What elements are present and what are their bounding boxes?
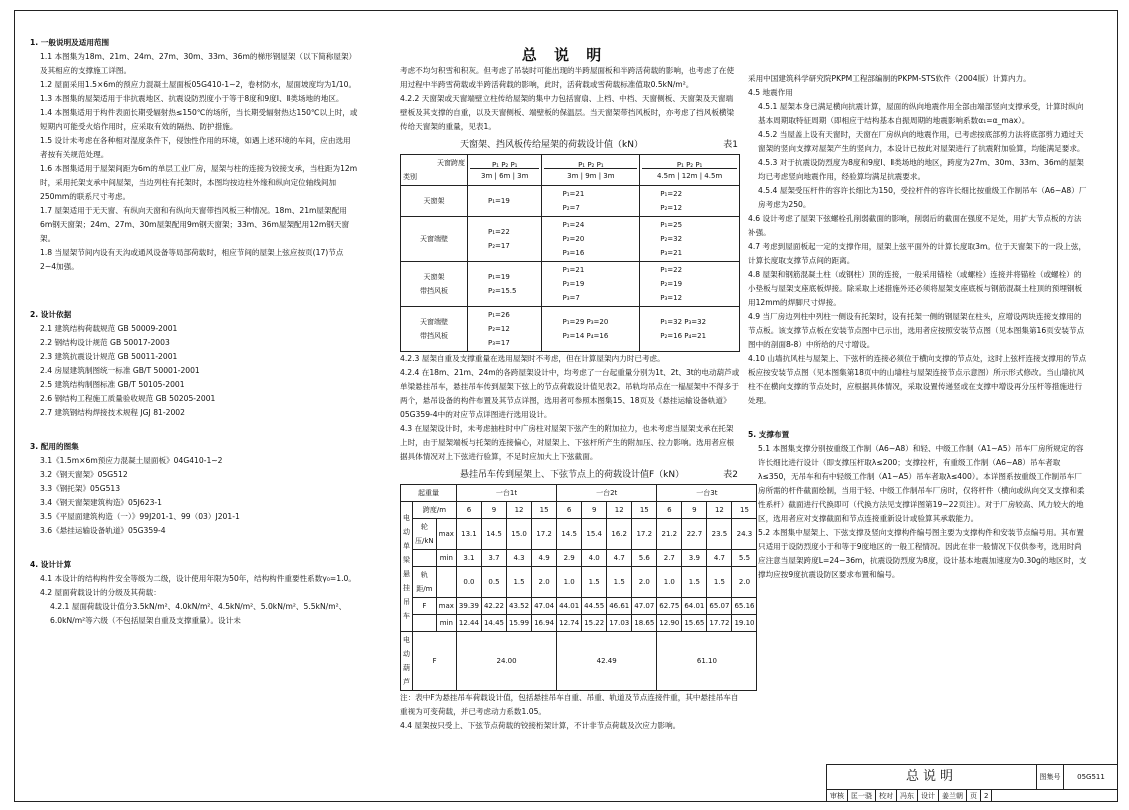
col1-paragraph: 2. 设计依据 (30, 310, 72, 319)
table1-label: 表1 (723, 140, 738, 150)
table2-hoist-label: 电动葫芦 (401, 632, 413, 691)
col1-paragraph (30, 420, 358, 434)
table1-category: 天窗架 带挡风板 (401, 262, 468, 307)
col1-paragraph: 1.6 本图集适用于屋架间距为6m的单层工业厂房，屋架与柱的连接为铰接支承，当柱距为12m时，采用托架支承中间屋架，当边列柱有托架时，本图均按边柱外缘和纵向定位轴线间加250mm的联系尺寸考虑。 (40, 164, 358, 201)
table1-span-header: P₁ P₂ P₁ 3m | 9m | 3m (542, 155, 640, 186)
column-right (748, 72, 1088, 582)
column-middle (400, 64, 755, 733)
table2-cell: 1.0 (557, 567, 582, 598)
column-left (30, 30, 358, 628)
table2-row-label: F (413, 598, 437, 615)
col1-paragraph: 3.6《悬挂运输设备轨道》05G359-4 (40, 526, 166, 535)
table1-cell: P₁=26 P₂=12 P₃=17 (468, 307, 542, 352)
table2-span: 9 (582, 502, 607, 519)
col1-paragraph (30, 274, 358, 288)
table2-cell: 4.7 (707, 550, 732, 567)
table2-cell: 2.7 (657, 550, 682, 567)
col3-paragraph (748, 408, 1088, 422)
table2-cell: 65.07 (707, 598, 732, 615)
table2-cell: 64.01 (682, 598, 707, 615)
col1-paragraph: 1.8 当屋架节间内设有天沟或通风设备等局部荷载时，相应节间的屋架上弦应按页(17)节点2~4加强。 (40, 248, 344, 271)
col2_mid-paragraph: 4.2.3 屋架自重及支撑重量在选用屋架时不考虑，但在计算屋架内力时已考虑。 (400, 354, 665, 363)
table2-span: 6 (456, 502, 481, 519)
col1-paragraph: 3. 配用的图集 (30, 442, 79, 451)
table2-weight-header: 起重量 (401, 485, 457, 502)
col1-paragraph: 2.4 房屋建筑制图统一标准 GB/T 50001-2001 (40, 366, 200, 375)
table2-cell: 19.10 (732, 615, 757, 632)
titleblock-field: 设计 (918, 790, 939, 802)
table2-row-label (413, 550, 437, 567)
table2-span: 12 (607, 502, 632, 519)
table2-span: 6 (557, 502, 582, 519)
table2-cell: 3.9 (682, 550, 707, 567)
table2-cell: 2.0 (632, 567, 657, 598)
table2-cell: 1.5 (682, 567, 707, 598)
table1-cell: P₁=25 P₂=32 P₃=21 (640, 217, 740, 262)
col1-paragraph: 2.1 建筑结构荷载规范 GB 50009-2001 (40, 324, 178, 333)
table2-cell: 12.90 (657, 615, 682, 632)
table2-cell: 2.0 (732, 567, 757, 598)
col3-paragraph: 4.5 地震作用 (748, 88, 793, 97)
col3-paragraph: 5. 支撑布置 (748, 430, 790, 439)
table2-cell: 42.22 (481, 598, 506, 615)
table2-cell: 39.39 (456, 598, 481, 615)
table1-corner: 天窗跨度 类别 (401, 155, 468, 186)
table1-category: 天窗架 (401, 186, 468, 217)
table2-span: 9 (682, 502, 707, 519)
col1-paragraph: 1.2 屋面采用1.5×6m的预应力混凝土屋面板05G410-1~2，卷材防水，屋面坡度均为1/10。 (40, 80, 357, 89)
table2-cell: 3.1 (456, 550, 481, 567)
titleblock-field: 姜兰朝 (939, 790, 967, 802)
table2-cell: 16.2 (607, 519, 632, 550)
table1-cell: P₁=22 P₂=17 (468, 217, 542, 262)
table2-row-sub: min (436, 550, 456, 567)
col2_mid-paragraph: 4.3 在屋架设计时，未考虑抽柱时中广房柱对屋架下弦产生的附加拉力，也未考虑当屋架支承在托架上时，由于屋架端板与托架的连接偏心，对屋架上、下弦杆所产生的附加压、拉力影响。选用者应根据具体情况对上下弦进行验算，不足时应加大上下弦截面。 (400, 424, 735, 461)
table2-title: 悬挂吊车传到屋架上、下弦节点上的荷载设计值F（kN） (460, 470, 685, 480)
table2-cell: 43.52 (507, 598, 532, 615)
col1-paragraph: 1.4 本图集适用于构件表面长期受辐射热≤150℃的场所，当长期受辐射热达150℃以上时，或短期内可能受火焰作用时，应采取有效的隔热、防护措施。 (40, 108, 358, 131)
table2-span: 15 (532, 502, 557, 519)
col1-paragraph: 4.2.1 屋面荷载设计值分3.5kN/m²、4.0kN/m²、4.5kN/m²、5.0kN/m²、5.5kN/m²、6.0kN/m²等六级（不包括屋架自重及支撑重量）。设计未 (50, 602, 347, 625)
table2-row-label (413, 615, 437, 632)
table1-cell: P₁=24 P₂=20 P₃=16 (542, 217, 640, 262)
table2-span-header: 跨度/m (413, 502, 457, 519)
col1-paragraph (30, 288, 358, 302)
col1-paragraph: 2.5 建筑结构制图标准 GB/T 50105-2001 (40, 380, 185, 389)
table2-span: 12 (707, 502, 732, 519)
table2-hoist-value: 42.49 (557, 632, 657, 691)
col3-paragraph: 4.8 屋架和钢筋混凝土柱（或钢柱）顶的连接，一般采用锚栓（或螺栓）连接并将锚栓（或螺栓）的小垫板与屋架支座底板焊接。除采取上述措施外还必须将屋架支座底板与钢筋混凝土柱顶的预埋钢板用12mm的焊脚尺寸焊接。 (748, 270, 1083, 307)
col3-paragraph: 4.5.1 屋架本身已满足横向抗震计算，屋面的纵向地震作用全部由端部竖向支撑承受，计算时纵向基本周期取特征周期（即相应于结构基本自振周期的地震影响系数α₁=α_max）。 (758, 102, 1084, 125)
col3-paragraph: 采用中国建筑科学研究院PKPM工程部编制的PKPM-STS软件（2004版）计算内力。 (748, 74, 1031, 83)
table1-category: 天窗端壁 带挡风板 (401, 307, 468, 352)
col1-paragraph: 3.1《1.5m×6m预应力混凝土屋面板》04G410-1~2 (40, 456, 223, 465)
col1-paragraph: 2.3 建筑抗震设计规范 GB 50011-2001 (40, 352, 178, 361)
table1-cell: P₁=29 P₃=20 P₂=14 P₄=16 (542, 307, 640, 352)
col1-paragraph: 1.7 屋架适用于无天窗、有纵向天窗和有纵向天窗带挡风板三种情况。18m、21m屋架配用6m钢天窗架；24m、27m、30m屋架配用9m钢天窗架；33m、36m屋架配用12m钢天窗架。 (40, 206, 350, 243)
col1-paragraph: 1.5 设计未考虑在各种相对湿度条件下，侵蚀性作用的环境，如遇上述环境的车间，应由选用者按有关规范处理。 (40, 136, 351, 159)
col2_top-paragraph: 4.2.2 天窗架或天窗端壁立柱传给屋架的集中力包括窗扇、上档、中档、天窗侧板、天窗架及天窗端壁板及其支撑的自重，以及天窗侧板、端壁板的保温层。当天窗架带挡风板时，亦考虑了挡风板横梁传给天窗架的重量，见表1。 (400, 94, 735, 131)
table2-cell: 1.5 (507, 567, 532, 598)
col1-paragraph: 3.4《钢天窗架建筑构造》05J623-1 (40, 498, 162, 507)
table2-cell: 17.03 (607, 615, 632, 632)
table2-cell: 44.55 (582, 598, 607, 615)
col1-paragraph: 3.2《钢天窗架》05G512 (40, 470, 128, 479)
col3-paragraph: 4.10 山墙抗风柱与屋架上、下弦杆的连接必须位于横向支撑的节点处，这时上弦杆连接支撑用的节点板应按安装节点图（见本图集第18页中的山墙柱与屋架连接节点示意图）所示形式修改。当山墙抗风柱不在横向支撑的节点处时，应根据具体情况，采取设置传递竖或在支撑中增设再分压杆等措施进行处理。 (748, 354, 1087, 405)
table2-cell: 4.3 (507, 550, 532, 567)
table2-cell: 15.0 (507, 519, 532, 550)
table2-cell: 0.0 (456, 567, 481, 598)
col3-paragraph: 4.5.4 屋架受压杆件的容许长细比为150，受拉杆件的容许长细比按重级工作制吊车（A6~A8）厂房考虑为250。 (758, 186, 1087, 209)
table2-row-label: 轨距/m (413, 567, 437, 598)
titleblock-field: 页 (967, 790, 981, 802)
table2-side-label: 电动单梁悬挂吊车 (401, 502, 413, 632)
table2-cell: 22.7 (682, 519, 707, 550)
titleblock-field: 校对 (876, 790, 897, 802)
col3-paragraph: 4.5.3 对于抗震设防烈度为8度和9度Ⅰ、Ⅱ类场地的地区，跨度为27m、30m、33m、36m的屋架均已考虑竖向地震作用，经验算均满足抗震要求。 (758, 158, 1084, 181)
table2-cell: 23.5 (707, 519, 732, 550)
atlas-number-label: 图集号 (1037, 765, 1064, 789)
title-block (826, 764, 1118, 802)
table2-cell: 4.7 (607, 550, 632, 567)
table2-cell: 5.5 (732, 550, 757, 567)
table2-cell: 62.75 (657, 598, 682, 615)
table2-cell: 14.5 (557, 519, 582, 550)
table2-cell: 24.3 (732, 519, 757, 550)
col2_top-paragraph: 考虑不均匀积雪和积灰。但考虑了吊装时可能出现的半跨屋面板和半跨活荷载的影响，也考虑了在使用过程中半跨雪荷载或半跨活荷载的影响，此时，活荷载或雪荷载标准值取0.5kN/m²。 (400, 66, 735, 89)
table1-cell: P₁=32 P₃=32 P₂=16 P₄=21 (640, 307, 740, 352)
table2-cell: 17.2 (532, 519, 557, 550)
col3-paragraph: 4.7 考虑到屋面板起一定的支撑作用，屋架上弦平面外的计算长度取3m。位于天窗架下的一段上弦，计算长度取支撑节点间的距离。 (748, 242, 1087, 265)
table2-row-sub: max (436, 519, 456, 550)
table1-cell: P₁=22 P₂=12 (640, 186, 740, 217)
col1-paragraph: 4.2 屋面荷载设计的分级及其荷载： (40, 588, 161, 597)
table2-row-label: 轮压/kN (413, 519, 437, 550)
table2-hoist-value: 24.00 (456, 632, 556, 691)
table2-span: 12 (507, 502, 532, 519)
table2-cell: 15.99 (507, 615, 532, 632)
table1-cell: P₁=22 P₂=19 P₃=12 (640, 262, 740, 307)
table2-cell: 2.9 (557, 550, 582, 567)
table2-span: 6 (657, 502, 682, 519)
col3-paragraph: 5.1 本图集支撑分别按重级工作制（A6~A8）和轻、中级工作制（A1~A5）吊车厂房所规定的容许长细比进行设计（即支撑压杆取λ≤200；支撑拉杆，有重级工作制（A6~A8）吊车者取λ≤350，无吊车和有中轻级工作制（A1~A5）吊车者取λ≤400）。本详图系按重级工作制吊车厂房所需的杆件截面绘制，当用于轻、中级工作制吊车厂房时，仅将杆件（横向或纵向交叉支撑和柔性系杆）截面进行代换即可（代换方法见支撑详图第19~22页注）。对于厂房较高、风力较大的地区，选用者应对支撑截面和节点连接重新设计或验算其承载能力。 (758, 444, 1085, 523)
table2-cell: 21.2 (657, 519, 682, 550)
table2-cell: 18.65 (632, 615, 657, 632)
table2-cell: 47.07 (632, 598, 657, 615)
table2-cell: 44.01 (557, 598, 582, 615)
col1-paragraph: 2.6 钢结构工程施工质量验收规范 GB 50205-2001 (40, 394, 216, 403)
titleblock-field: 冯东 (897, 790, 918, 802)
col2_bot-paragraph: 注：表中F为悬挂吊车荷载设计值，包括悬挂吊车自重、吊重、轨道及节点连接件重，其中悬挂吊车自重视为可变荷载，并已考虑动力系数1.05。 (400, 693, 739, 716)
titleblock-field: 匡一骁 (848, 790, 876, 802)
page-title: 总 说 明 (521, 46, 608, 64)
titleblock-field: 审核 (827, 790, 848, 802)
table2-group-header: 一台2t (557, 485, 657, 502)
table2-cell: 4.9 (532, 550, 557, 567)
table2-cell: 16.94 (532, 615, 557, 632)
table2-cell: 3.7 (481, 550, 506, 567)
table2-row-sub: max (436, 598, 456, 615)
table1-cell: P₁=19 (468, 186, 542, 217)
table2-cell: 15.65 (682, 615, 707, 632)
table2-cell: 1.5 (707, 567, 732, 598)
table2-cell: 47.04 (532, 598, 557, 615)
table2-cell: 0.5 (481, 567, 506, 598)
col1-paragraph (30, 538, 358, 552)
table2-cell: 1.5 (607, 567, 632, 598)
table2-span: 15 (632, 502, 657, 519)
table1-cell: P₁=21 P₂=7 (542, 186, 640, 217)
table2-cell: 5.6 (632, 550, 657, 567)
table2-row-sub: min (436, 615, 456, 632)
col3-paragraph: 5.2 本图集中屋架上、下弦支撑及竖向支撑构件编号图主要为支撑构件和安装节点编号用。其布置只适用于设防烈度小于和等于9度地区的一般工程情况。因此在非一般情况下仅供参考，选用时尚应注意当屋架跨度L=24~36m，抗震设防烈度为8度，设计基本地震加速度为0.30g的地区时，支撑均应按9度抗震设防区要求布置和编号。 (758, 528, 1087, 579)
table2-cell: 65.16 (732, 598, 757, 615)
table2-cell: 46.61 (607, 598, 632, 615)
table1-category: 天窗端壁 (401, 217, 468, 262)
table2-cell: 1.0 (657, 567, 682, 598)
col1-paragraph: 3.5《平屋面建筑构造（一）》99J201-1、99（03）J201-1 (40, 512, 240, 521)
col1-paragraph: 3.3《钢托架》05G513 (40, 484, 121, 493)
table1-cell: P₁=19 P₂=15.5 (468, 262, 542, 307)
table2-cell: 14.45 (481, 615, 506, 632)
atlas-number: 05G511 (1077, 773, 1105, 781)
table2 (400, 484, 757, 691)
table2-cell: 15.22 (582, 615, 607, 632)
table2-row-sub (436, 567, 456, 598)
col1-paragraph: 2.2 钢结构设计规范 GB 50017-2003 (40, 338, 170, 347)
table2-cell: 1.5 (582, 567, 607, 598)
titleblock-title: 总说明 (827, 765, 1037, 789)
table2-cell: 12.74 (557, 615, 582, 632)
titleblock-field: 2 (981, 790, 992, 802)
table1-title: 天窗架、挡风板传给屋架的荷载设计值（kN） (460, 140, 643, 150)
table1-span-header: P₁ P₂ P₁ 3m | 6m | 3m (468, 155, 542, 186)
table2-cell: 14.5 (481, 519, 506, 550)
col1-paragraph: 1.1 本图集为18m、21m、24m、27m、30m、33m、36m的梯形钢屋架（以下简称屋架）及其相应的支撑施工详图。 (40, 52, 357, 75)
table2-span: 9 (481, 502, 506, 519)
col1-paragraph: 4.1 本设计的结构构件安全等级为二级，设计使用年限为50年，结构构件重要性系数γ₀=1.0。 (40, 574, 356, 583)
table2-cell: 15.4 (582, 519, 607, 550)
table2-hoist-value: 61.10 (657, 632, 757, 691)
col2_bot-paragraph: 4.4 屋架按只受上、下弦节点荷载的铰接桁架计算，不计非节点荷载及次应力影响。 (400, 721, 681, 730)
table1-cell: P₁=21 P₂=19 P₃=7 (542, 262, 640, 307)
col3-paragraph: 4.9 当厂房边列柱中列柱一侧设有托架时，设有托架一侧的钢屋架在柱头，应增设两块连接支撑用的节点板。该支撑节点板在安装节点图中已示出，选用者应按照安装节点图（见本图集第16页安装节点图中的剖面8-8）中所给的尺寸增设。 (748, 312, 1085, 349)
table2-cell: 2.0 (532, 567, 557, 598)
table1 (400, 154, 740, 352)
table2-group-header: 一台1t (456, 485, 556, 502)
table1-caption (400, 138, 740, 152)
table2-caption (400, 468, 740, 482)
col3-paragraph: 4.6 设计考虑了屋架下弦螺栓孔削弱截面的影响，削弱后的截面在强度不足处，用扩大节点板的方法补强。 (748, 214, 1082, 237)
table2-group-header: 一台3t (657, 485, 757, 502)
table2-cell: 17.2 (632, 519, 657, 550)
table2-cell: 17.72 (707, 615, 732, 632)
col1-paragraph: 1. 一般说明及适用范围 (30, 38, 110, 47)
table2-cell: 13.1 (456, 519, 481, 550)
col1-paragraph: 2.7 建筑钢结构焊接技术规程 JGJ 81-2002 (40, 408, 185, 417)
table2-cell: 4.0 (582, 550, 607, 567)
col1-paragraph: 1.3 本图集的屋架适用于非抗震地区、抗震设防烈度小于等于8度和9度Ⅰ、Ⅱ类场地的地区。 (40, 94, 344, 103)
table2-span: 15 (732, 502, 757, 519)
table2-hoist-f: F (413, 632, 457, 691)
table2-label: 表2 (723, 470, 738, 480)
col1-paragraph: 4. 设计计算 (30, 560, 72, 569)
table2-cell: 12.44 (456, 615, 481, 632)
col2_mid-paragraph: 4.2.4 在18m、21m、24m的各跨屋架设计中，均考虑了一台起重量分别为1t、2t、3t的电动葫芦或单梁悬挂吊车，悬挂吊车传到屋架下弦上的节点荷载设计值见表2。吊轨均吊点在一榀屋架中不得多于两个，悬吊设备的构件布置及其节点详图，选用者可参照本图集15、18页及《悬挂运输设备轨道》05G359-4中的对应节点详图进行选用设计。 (400, 368, 740, 419)
col3-paragraph: 4.5.2 当屋盖上设有天窗时，天窗在厂房纵向的地震作用，已考虑按底部剪力法将底部剪力通过天窗架的竖向支撑对屋架产生的竖向力，本设计已按此对屋架进行了抗震附加验算，均能满足要求。 (758, 130, 1085, 153)
table1-span-header: P₁ P₂ P₁ 4.5m | 12m | 4.5m (640, 155, 740, 186)
